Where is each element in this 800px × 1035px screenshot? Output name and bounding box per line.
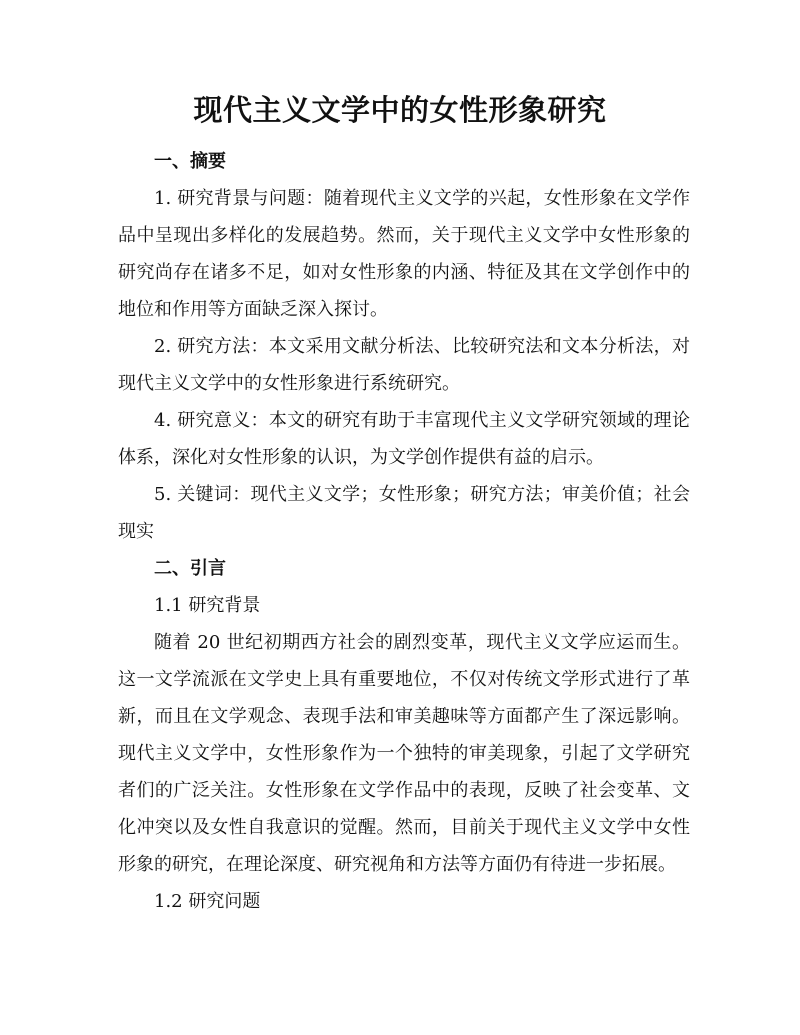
subsection-heading-background: 1.1 研究背景 (154, 595, 261, 616)
section-heading-abstract: 一、摘要 (154, 151, 226, 172)
abstract-background-paragraph: 1. 研究背景与问题：随着现代主义文学的兴起，女性形象在文学作品中呈现出多样化的发展趋势。然而，关于现代主义文学中女性形象的研究尚存在诸多不足，如对女性形象的内涵、特征及其在文学创作中的地位和作用等方面缺乏深入探讨。 (118, 188, 690, 320)
section-heading-introduction: 二、引言 (154, 558, 226, 579)
introduction-background-paragraph: 随着 20 世纪初期西方社会的剧烈变革，现代主义文学应运而生。这一文学流派在文学史上具有重要地位，不仅对传统文学形式进行了革新，而且在文学观念、表现手法和审美趣味等方面都产生了深远影响。现代主义文学中，女性形象作为一个独特的审美现象，引起了文学研究者们的广泛关注。女性形象在文学作品中的表现，反映了社会变革、文化冲突以及女性自我意识的觉醒。然而，目前关于现代主义文学中女性形象的研究，在理论深度、研究视角和方法等方面仍有待进一步拓展。 (118, 632, 690, 875)
document-title: 现代主义文学中的女性形象研究 (193, 93, 607, 127)
abstract-keywords-paragraph: 5. 关键词：现代主义文学；女性形象；研究方法；审美价值；社会现实 (118, 484, 690, 542)
abstract-method-paragraph: 2. 研究方法：本文采用文献分析法、比较研究法和文本分析法，对现代主义文学中的女性形象进行系统研究。 (118, 336, 690, 394)
subsection-heading-questions: 1.2 研究问题 (154, 891, 261, 912)
abstract-significance-paragraph: 4. 研究意义：本文的研究有助于丰富现代主义文学研究领域的理论体系，深化对女性形象的认识，为文学创作提供有益的启示。 (118, 410, 690, 468)
document-body (118, 143, 690, 920)
